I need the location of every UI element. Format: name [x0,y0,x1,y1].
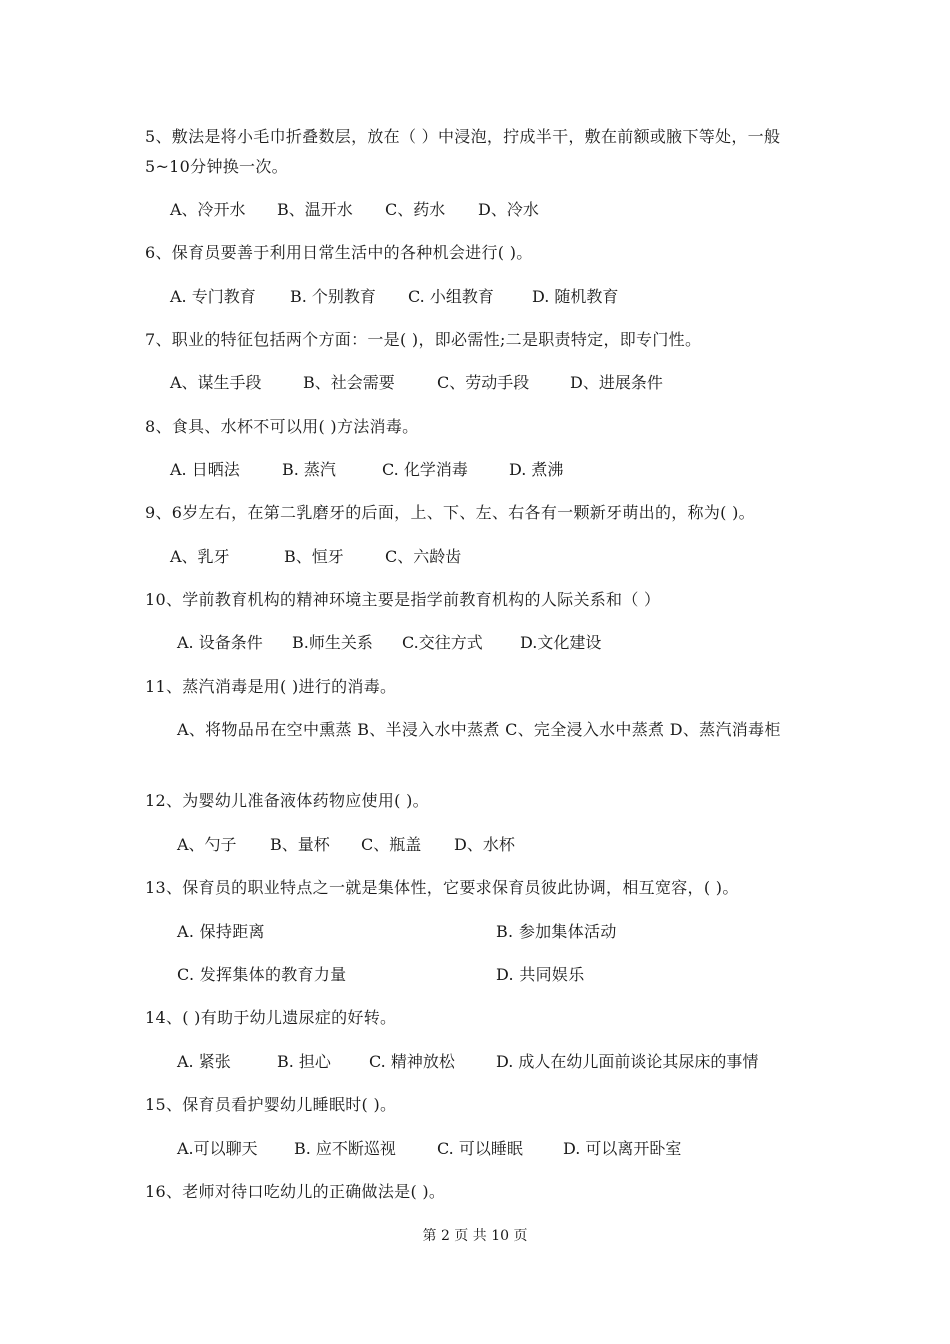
question-14-stem: 14、( )有助于幼儿遗尿症的好转。 [145,1008,397,1027]
option-b: B. 担心 [277,1052,331,1071]
question-10-options [177,633,601,653]
question-14-options [177,1052,758,1072]
option-d: D. 成人在幼儿面前谈论其尿床的事情 [496,1052,759,1071]
question-13-option-b: B. 参加集体活动 [496,922,617,941]
option-c: C. 可以睡眠 [437,1139,523,1158]
question-13-option-a: A. 保持距离 [177,922,265,941]
question-8-options [170,460,563,480]
option-b: B、量杯 [270,835,330,854]
question-10-stem: 10、学前教育机构的精神环境主要是指学前教育机构的人际关系和（ ） [145,590,661,609]
option-c: C、劳动手段 [437,373,530,392]
option-b: B.师生关系 [292,633,373,652]
option-b: B、温开水 [277,200,353,219]
option-d: D、进展条件 [570,373,663,392]
question-13-stem: 13、保育员的职业特点之一就是集体性，它要求保育员彼此协调，相互宽容，( )。 [145,878,739,897]
question-11-stem: 11、蒸汽消毒是用( )进行的消毒。 [145,677,397,696]
option-d: D. 可以离开卧室 [563,1139,682,1158]
question-16-stem: 16、老师对待口吃幼儿的正确做法是( )。 [145,1182,446,1201]
question-13-option-c: C. 发挥集体的教育力量 [177,965,347,984]
question-6-options [170,287,618,307]
option-b: B. 个别教育 [290,287,376,306]
question-13-option-d: D. 共同娱乐 [496,965,585,984]
question-5-stem: 5、敷法是将小毛巾折叠数层，放在（ ）中浸泡，拧成半干，敷在前额或腋下等处，一般 [145,127,781,146]
option-b: B. 蒸汽 [282,460,336,479]
question-8-stem: 8、食具、水杯不可以用( )方法消毒。 [145,417,419,436]
option-a: A. 日晒法 [170,460,240,479]
option-a: A.可以聊天 [177,1139,258,1158]
option-d: D.文化建设 [520,633,602,652]
option-a: A、谋生手段 [170,373,262,392]
option-d: D、水杯 [454,835,515,854]
option-a: A、乳牙 [170,547,230,566]
option-c: C. 小组教育 [408,287,494,306]
option-a: A. 紧张 [177,1052,231,1071]
option-b: B、恒牙 [284,547,344,566]
question-5-stem-continued: 5~10分钟换一次。 [145,157,288,176]
option-c: C. 化学消毒 [382,460,468,479]
option-a: A. 设备条件 [177,633,263,652]
question-15-options [177,1139,681,1159]
question-7-options [170,373,663,393]
question-9-stem: 9、6岁左右，在第二乳磨牙的后面，上、下、左、右各有一颗新牙萌出的，称为( )。 [145,503,755,522]
question-12-stem: 12、为婴幼儿准备液体药物应使用( )。 [145,791,429,810]
question-6-stem: 6、保育员要善于利用日常生活中的各种机会进行( )。 [145,243,533,262]
option-b: B、社会需要 [303,373,395,392]
option-c: C、瓶盖 [361,835,422,854]
question-9-options [170,547,461,567]
page-footer: 第 2 页 共 10 页 [422,1228,528,1244]
option-c: C、六龄齿 [385,547,462,566]
question-7-stem: 7、职业的特征包括两个方面：一是( )，即必需性;二是职责特定，即专门性。 [145,330,702,349]
option-d: D. 煮沸 [509,460,564,479]
option-d: D、冷水 [478,200,539,219]
option-c: C.交往方式 [402,633,483,652]
option-a: A、冷开水 [170,200,246,219]
question-11-options: A、将物品吊在空中熏蒸 B、半浸入水中蒸煮 C、完全浸入水中蒸煮 D、蒸汽消毒柜 [177,720,781,739]
option-b: B. 应不断巡视 [294,1139,396,1158]
option-a: A、勺子 [177,835,237,854]
option-a: A. 专门教育 [170,287,256,306]
option-c: C、药水 [385,200,446,219]
option-c: C. 精神放松 [369,1052,455,1071]
question-5-options [170,200,539,220]
question-15-stem: 15、保育员看护婴幼儿睡眠时( )。 [145,1095,397,1114]
option-d: D. 随机教育 [532,287,619,306]
question-12-options [177,835,515,855]
